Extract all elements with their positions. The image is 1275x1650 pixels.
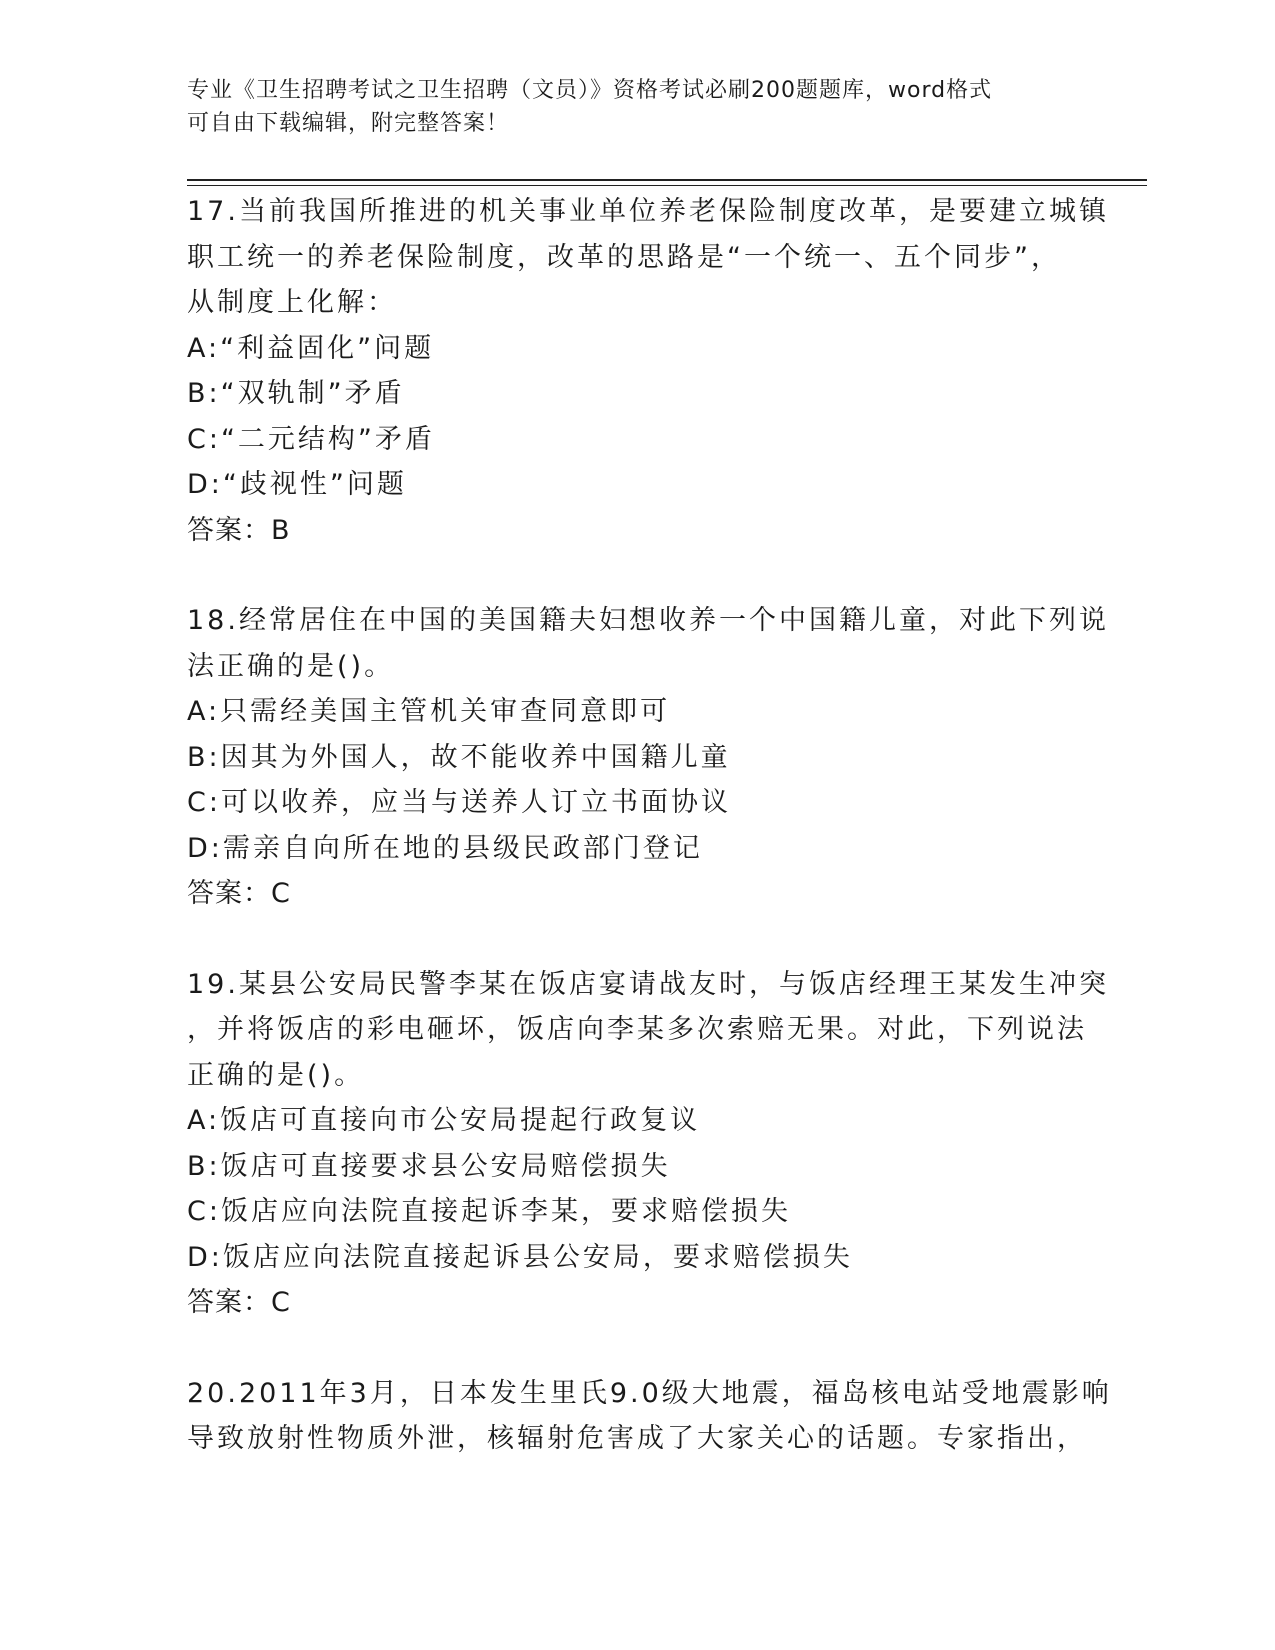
option-d: D:“歧视性”问题 (187, 469, 407, 500)
question-stem-line: 正确的是()。 (187, 1059, 365, 1091)
option-b: B:饭店可直接要求县公安局赔偿损失 (187, 1150, 671, 1182)
question-17 (187, 189, 1109, 553)
question-stem-line: 从制度上化解： (187, 287, 397, 318)
header-line-1: 专业《卫生招聘考试之卫生招聘（文员）》资格考试必刷200题题库，word格式 (187, 78, 993, 103)
option-c: C:可以收养，应当与送养人订立书面协议 (187, 787, 731, 818)
option-c: C:饭店应向法院直接起诉李某，要求赔偿损失 (187, 1196, 791, 1227)
option-c: C:“二元结构”矛盾 (187, 423, 435, 455)
question-stem-line: 导致放射性物质外泄，核辐射危害成了大家关心的话题。专家指出， (187, 1423, 1087, 1454)
option-a: A:“利益固化”问题 (187, 332, 435, 364)
option-b: B:因其为外国人，故不能收养中国籍儿童 (187, 741, 731, 773)
header-divider-thick (187, 179, 1147, 181)
question-stem-line: 18.经常居住在中国的美国籍夫妇想收养一个中国籍儿童，对此下列说 (187, 605, 1109, 636)
answer-line: 答案：B (187, 514, 291, 546)
question-stem-line: 法正确的是()。 (187, 650, 395, 682)
option-d: D:需亲自向所在地的县级民政部门登记 (187, 832, 703, 864)
question-stem-line: 职工统一的养老保险制度，改革的思路是“一个统一、五个同步”， (187, 241, 1061, 273)
page-header (187, 74, 1067, 140)
question-stem-line: 20.2011年3月，日本发生里氏9.0级大地震，福岛核电站受地震影响 (187, 1377, 1112, 1409)
option-b: B:“双轨制”矛盾 (187, 378, 405, 409)
answer-line: 答案：C (187, 878, 291, 909)
question-20 (187, 1371, 1112, 1462)
option-a: A:只需经美国主管机关审查同意即可 (187, 696, 671, 727)
question-stem-line: 19.某县公安局民警李某在饭店宴请战友时，与饭店经理王某发生冲突 (187, 968, 1109, 1000)
header-divider-thin (187, 185, 1147, 186)
question-18 (187, 598, 1109, 917)
question-list (187, 189, 1112, 1507)
header-line-2: 可自由下载编辑，附完整答案！ (187, 111, 510, 136)
question-19 (187, 962, 1109, 1326)
question-stem-line: ，并将饭店的彩电砸坏，饭店向李某多次索赔无果。对此，下列说法 (187, 1014, 1087, 1045)
option-a: A:饭店可直接向市公安局提起行政复议 (187, 1105, 701, 1136)
option-d: D:饭店应向法院直接起诉县公安局，要求赔偿损失 (187, 1241, 853, 1273)
question-stem-line: 17.当前我国所推进的机关事业单位养老保险制度改革，是要建立城镇 (187, 196, 1109, 227)
answer-line: 答案：C (187, 1287, 291, 1318)
